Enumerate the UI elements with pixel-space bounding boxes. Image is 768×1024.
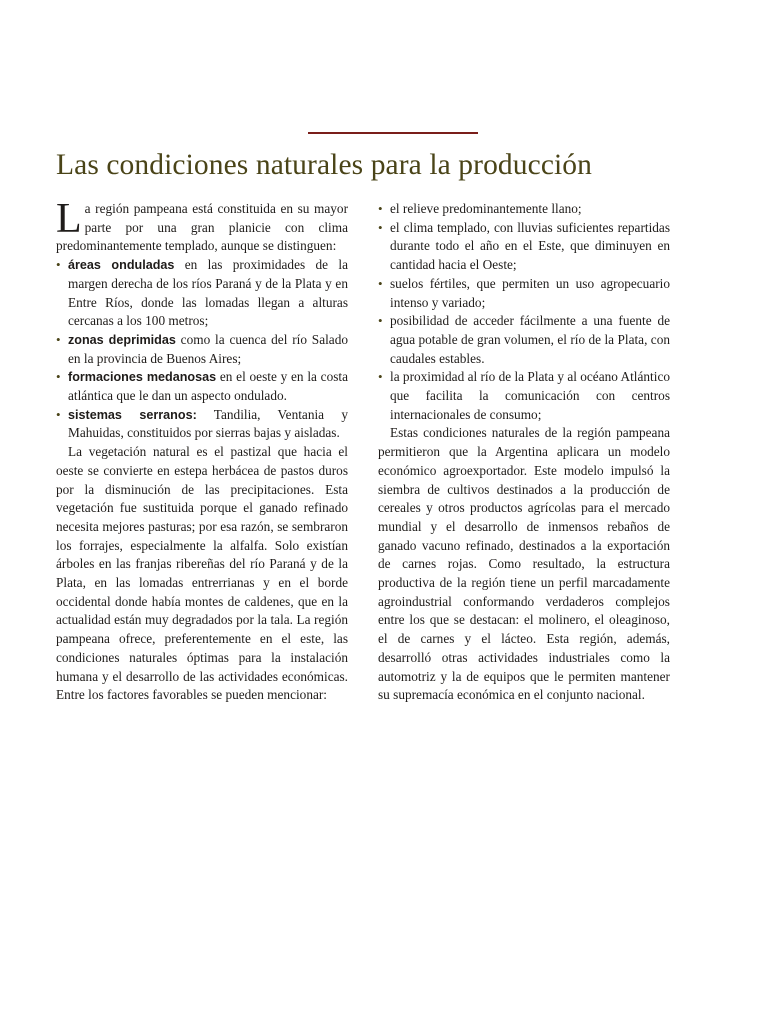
list-item: • la proximidad al río de la Plata y al océano Atlántico que facilita la comunicación con centros internacionales de consumo; xyxy=(378,368,670,424)
list-item: • suelos fértiles, que permiten un uso agropecuario intenso y variado; xyxy=(378,275,670,312)
zone-term: áreas onduladas xyxy=(68,258,175,273)
page-title: Las condiciones naturales para la producción xyxy=(56,149,593,181)
right-column xyxy=(378,200,670,705)
vegetation-paragraph: La vegetación natural es el pastizal que hacia el oeste se convierte en estepa herbácea de pastos duros por la disminución de las precipitaciones. Esta vegetación fue sustituida porque el ganado refinado necesita mejores pasturas; por esa razón, se sembraron los forrajes, especialmente la alfalfa. Solo existían árboles en las franjas ribereñas del río Paraná y de la Plata, en las lomadas entrerrianas y en el borde occidental donde había montes de caldenes, que en la actualidad están muy degradados por la tala. La región pampeana ofrece, preferentemente en el este, las condiciones naturales óptimas para la instalación humana y el desarrollo de las actividades económicas. Entre los factores favorables se pueden mencionar: xyxy=(56,444,348,703)
list-item: • formaciones medanosas en el oeste y en la costa atlántica que le dan un aspecto ondulado. xyxy=(56,368,348,405)
zones-list xyxy=(56,256,348,443)
zone-term: sistemas serranos: xyxy=(68,407,197,422)
list-item: • zonas deprimidas como la cuenca del río Salado en la provincia de Buenos Aires; xyxy=(56,331,348,368)
list-item: • sistemas serranos: Tandilia, Ventania y Mahuidas, constituidos por sierras bajas y aisladas. xyxy=(56,406,348,443)
list-item: • el clima templado, con lluvias suficientes repartidas durante todo el año en el Este, que diminuyen en cantidad hacia el Oeste; xyxy=(378,219,670,275)
left-column xyxy=(56,196,348,705)
factors-list xyxy=(378,200,670,424)
conclusion-paragraph: Estas condiciones naturales de la región pampeana permitieron que la Argentina aplicara un modelo económico agroexportador. Este modelo impulsó la siembra de cultivos destinados a la producción de cereales y otros productos agrícolas para el mercado mundial y el desarrollo de inmensos rebaños de ganado vacuno refinado, destinados a la exportación de carnes rojas. Como resultado, la estructura productiva de la región tiene un perfil marcadamente agroindustrial conformando verdaderos complejos entre los que se destacan: el molinero, el oleaginoso, el de carnes y el lácteo. Esta región, además, desarrolló otras actividades industriales como la automotriz y la de equipos que le permiten mantener su supremacía económica en el conjunto nacional. xyxy=(378,425,670,703)
zone-term: formaciones medanosas xyxy=(68,370,217,385)
title-rule xyxy=(308,132,478,134)
list-item: • áreas onduladas en las proximidades de la margen derecha de los ríos Paraná y de la Plata y en Entre Ríos, donde las lomadas llegan a alturas cercanas a los 100 metros; xyxy=(56,256,348,331)
intro-paragraph xyxy=(56,196,348,256)
intro-text: a región pampeana está constituida en su mayor parte por una gran planicie con clima predominantemente templado, aunque se distinguen: xyxy=(56,201,348,254)
drop-cap: L xyxy=(56,196,82,242)
list-item: • posibilidad de acceder fácilmente a una fuente de agua potable de gran volumen, el río de la Plata, con caudales estables. xyxy=(378,312,670,368)
zone-term: zonas deprimidas xyxy=(68,332,176,347)
list-item: • el relieve predominantemente llano; xyxy=(378,200,670,219)
